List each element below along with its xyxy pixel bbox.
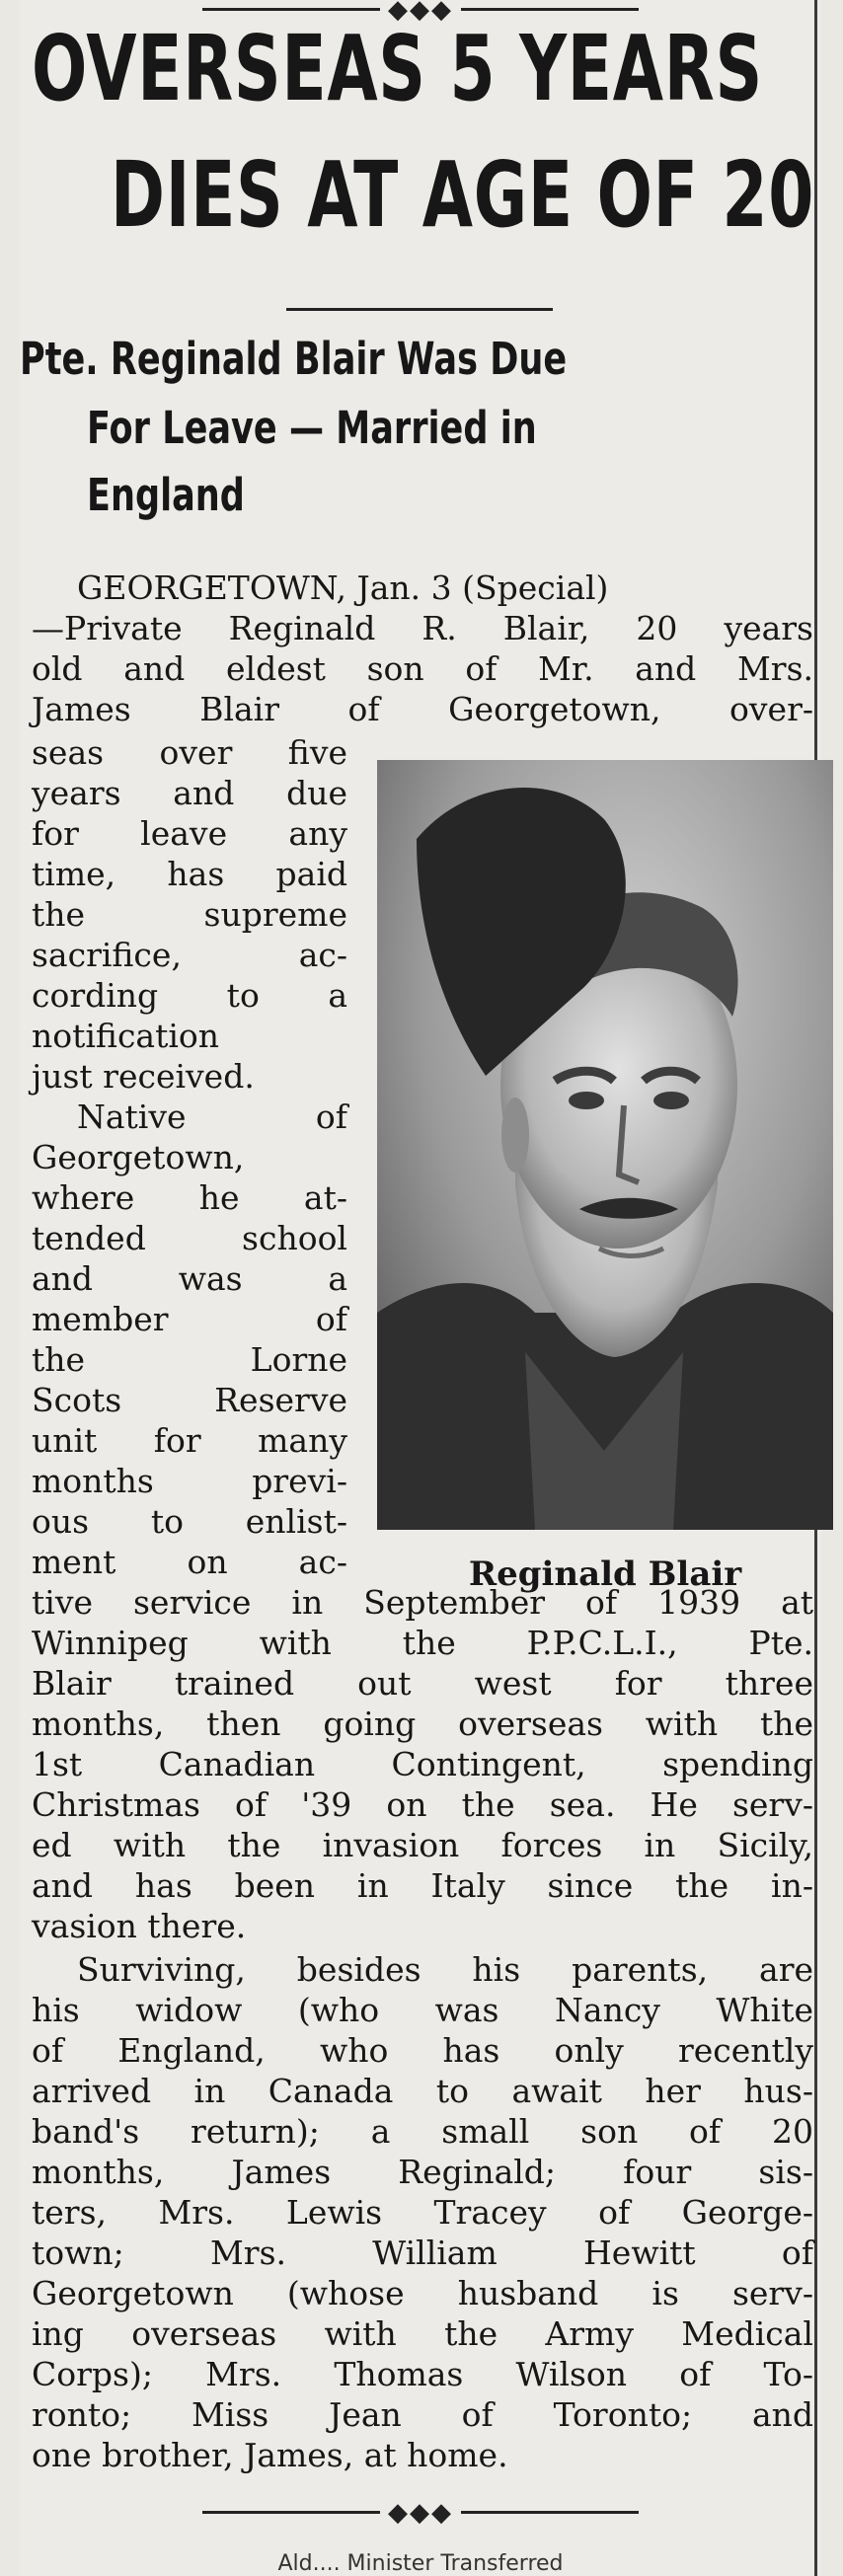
article-line: Surviving, besides his parents, are [77,1950,813,1989]
article-line: of England, who has only recently [32,2031,813,2070]
article-line: Scots Reserve [32,1381,347,1419]
article-line: Winnipeg with the P.P.C.L.I., Pte. [32,1624,813,1662]
article-line: one brother, James, at home. [32,2436,508,2474]
article-line: cording to a [32,976,347,1015]
article-line: ed with the invasion forces in Sicily, [32,1826,813,1864]
article-line: years and due [32,774,347,812]
article-line: unit for many [32,1421,347,1460]
article-line: ing overseas with the Army Medical [32,2314,813,2353]
article-line: member of [32,1300,347,1338]
photo-caption: Reginald Blair [468,1554,742,1594]
article-line: Corps); Mrs. Thomas Wilson of To- [32,2355,813,2393]
portrait-photo [377,760,833,1530]
top-ornament: ◆◆◆ [20,0,821,25]
headline-line-2: DIES AT AGE OF 20 [111,142,815,248]
article-line: seas over five [32,733,347,772]
subheadline-line-2: For Leave — Married in [87,402,537,454]
headline-divider [286,308,553,311]
article-line: Georgetown (whose husband is serv- [32,2274,813,2312]
subheadline-line-3: England [87,469,245,521]
article-line: tive service in September of 1939 at [32,1583,813,1622]
subheadline-line-1: Pte. Reginald Blair Was Due [20,333,568,385]
article-line: town; Mrs. William Hewitt of [32,2234,813,2272]
article-line: the supreme [32,895,347,934]
article-line: for leave any [32,814,347,853]
article-line: time, has paid [32,855,347,893]
article-line: GEORGETOWN, Jan. 3 (Special) [77,568,609,607]
article-line: ters, Mrs. Lewis Tracey of George- [32,2193,813,2232]
article-line: and was a [32,1259,347,1298]
article-line: ous to enlist- [32,1502,347,1541]
article-line: James Blair of Georgetown, over- [32,690,813,728]
article-line: and has been in Italy since the in- [32,1866,813,1905]
headline-line-1: OVERSEAS 5 YEARS [32,16,763,121]
article-line: arrived in Canada to await her hus- [32,2072,813,2110]
article-line: Christmas of '39 on the sea. He serv- [32,1785,813,1824]
next-article-teaser: Ald.... Minister Transferred [277,2551,564,2576]
article-line: Blair trained out west for three [32,1664,813,1703]
article-line: vasion there. [32,1907,247,1945]
article-line: —Private Reginald R. Blair, 20 years [32,609,813,647]
article-line: tended school [32,1219,347,1257]
bottom-ornament: ◆◆◆ [20,2497,821,2528]
article-line: notification [32,1017,220,1055]
newspaper-clipping [20,0,821,2576]
article-line: old and eldest son of Mr. and Mrs. [32,649,813,688]
article-line: the Lorne [32,1340,347,1379]
article-line: Native of [77,1098,347,1136]
article-line: just received. [32,1057,255,1096]
soldier-portrait-image [377,760,833,1530]
article-line: ment on ac- [32,1543,347,1581]
article-line: band's return); a small son of 20 [32,2112,813,2151]
article-line: where he at- [32,1178,347,1217]
article-line: sacrifice, ac- [32,936,347,974]
article-line: months previ- [32,1462,347,1500]
article-line: his widow (who was Nancy White [32,1991,813,2029]
article-line: months, James Reginald; four sis- [32,2153,813,2191]
article-line: Georgetown, [32,1138,245,1176]
article-line: months, then going overseas with the [32,1705,813,1743]
article-line: 1st Canadian Contingent, spending [32,1745,813,1783]
article-line: ronto; Miss Jean of Toronto; and [32,2395,813,2434]
